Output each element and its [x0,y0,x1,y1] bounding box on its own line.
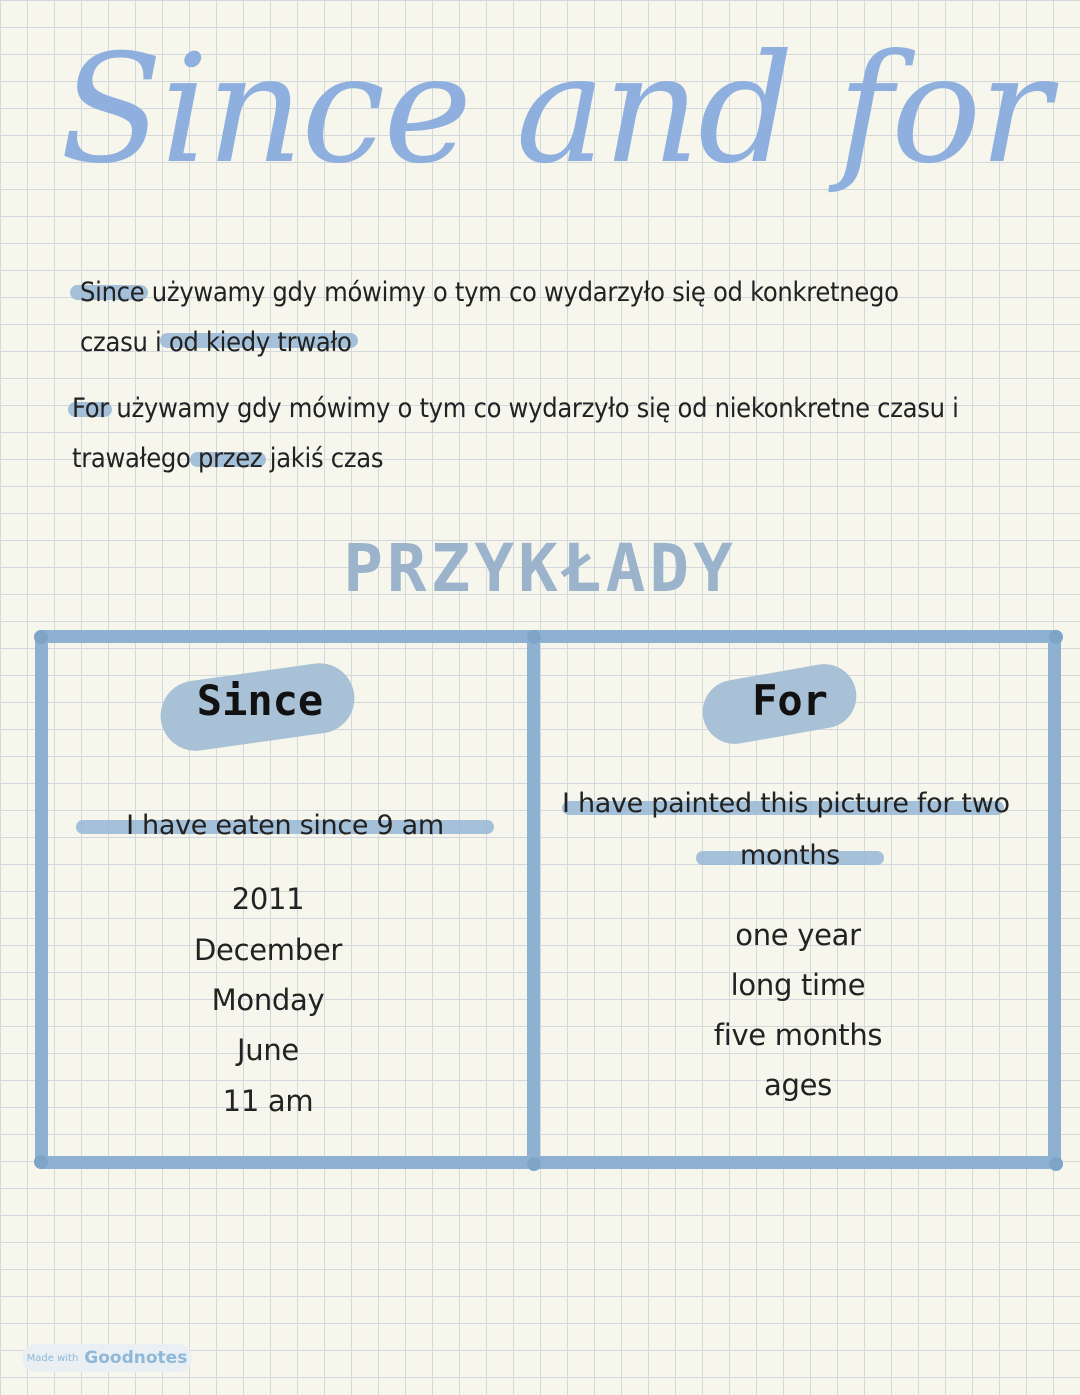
goodnotes-logo-text: Goodnotes [84,1348,188,1368]
list-item: 11 am [222,1084,314,1118]
corner-dot [34,1155,48,1169]
list-item: ages [764,1068,832,1102]
list-item: long time [730,968,866,1002]
list-item: one year [735,918,861,952]
corner-dot [34,630,48,644]
table-middle-divider [527,632,540,1167]
example-sentence-since: I have eaten since 9 am [126,810,444,841]
table-bottom-border [36,1156,1062,1169]
table-top-border [36,630,1062,643]
made-with-label: Made with [26,1352,79,1364]
corner-dot [527,630,541,644]
list-item: December [194,933,342,967]
example-sentence-for-line1: I have painted this picture for two [562,788,1010,819]
table-right-border [1048,632,1061,1167]
list-item: Monday [211,983,325,1017]
examples-heading: PRZYKŁADY [343,530,737,607]
goodnotes-badge [22,1344,192,1372]
example-sentence-for-line2: months [740,840,840,871]
definition-for-line2: trawałego przez jakiś czas [72,443,384,474]
corner-dot [1049,630,1063,644]
list-item: June [237,1033,299,1067]
column-heading-since: Since [196,676,324,725]
page-title: Since and for [60,23,1050,197]
corner-dot [1049,1157,1063,1171]
list-item: five months [713,1018,883,1052]
list-item: 2011 [231,882,305,916]
column-heading-for: For [752,676,828,725]
corner-dot [527,1157,541,1171]
table-left-border [35,632,48,1167]
definition-since-line1: Since używamy gdy mówimy o tym co wydarzyło się od konkretnego [80,277,899,308]
definition-for-line1: For używamy gdy mówimy o tym co wydarzyło się od niekonkretne czasu i [72,393,959,424]
definition-since-line2: czasu i od kiedy trwało [80,327,352,358]
